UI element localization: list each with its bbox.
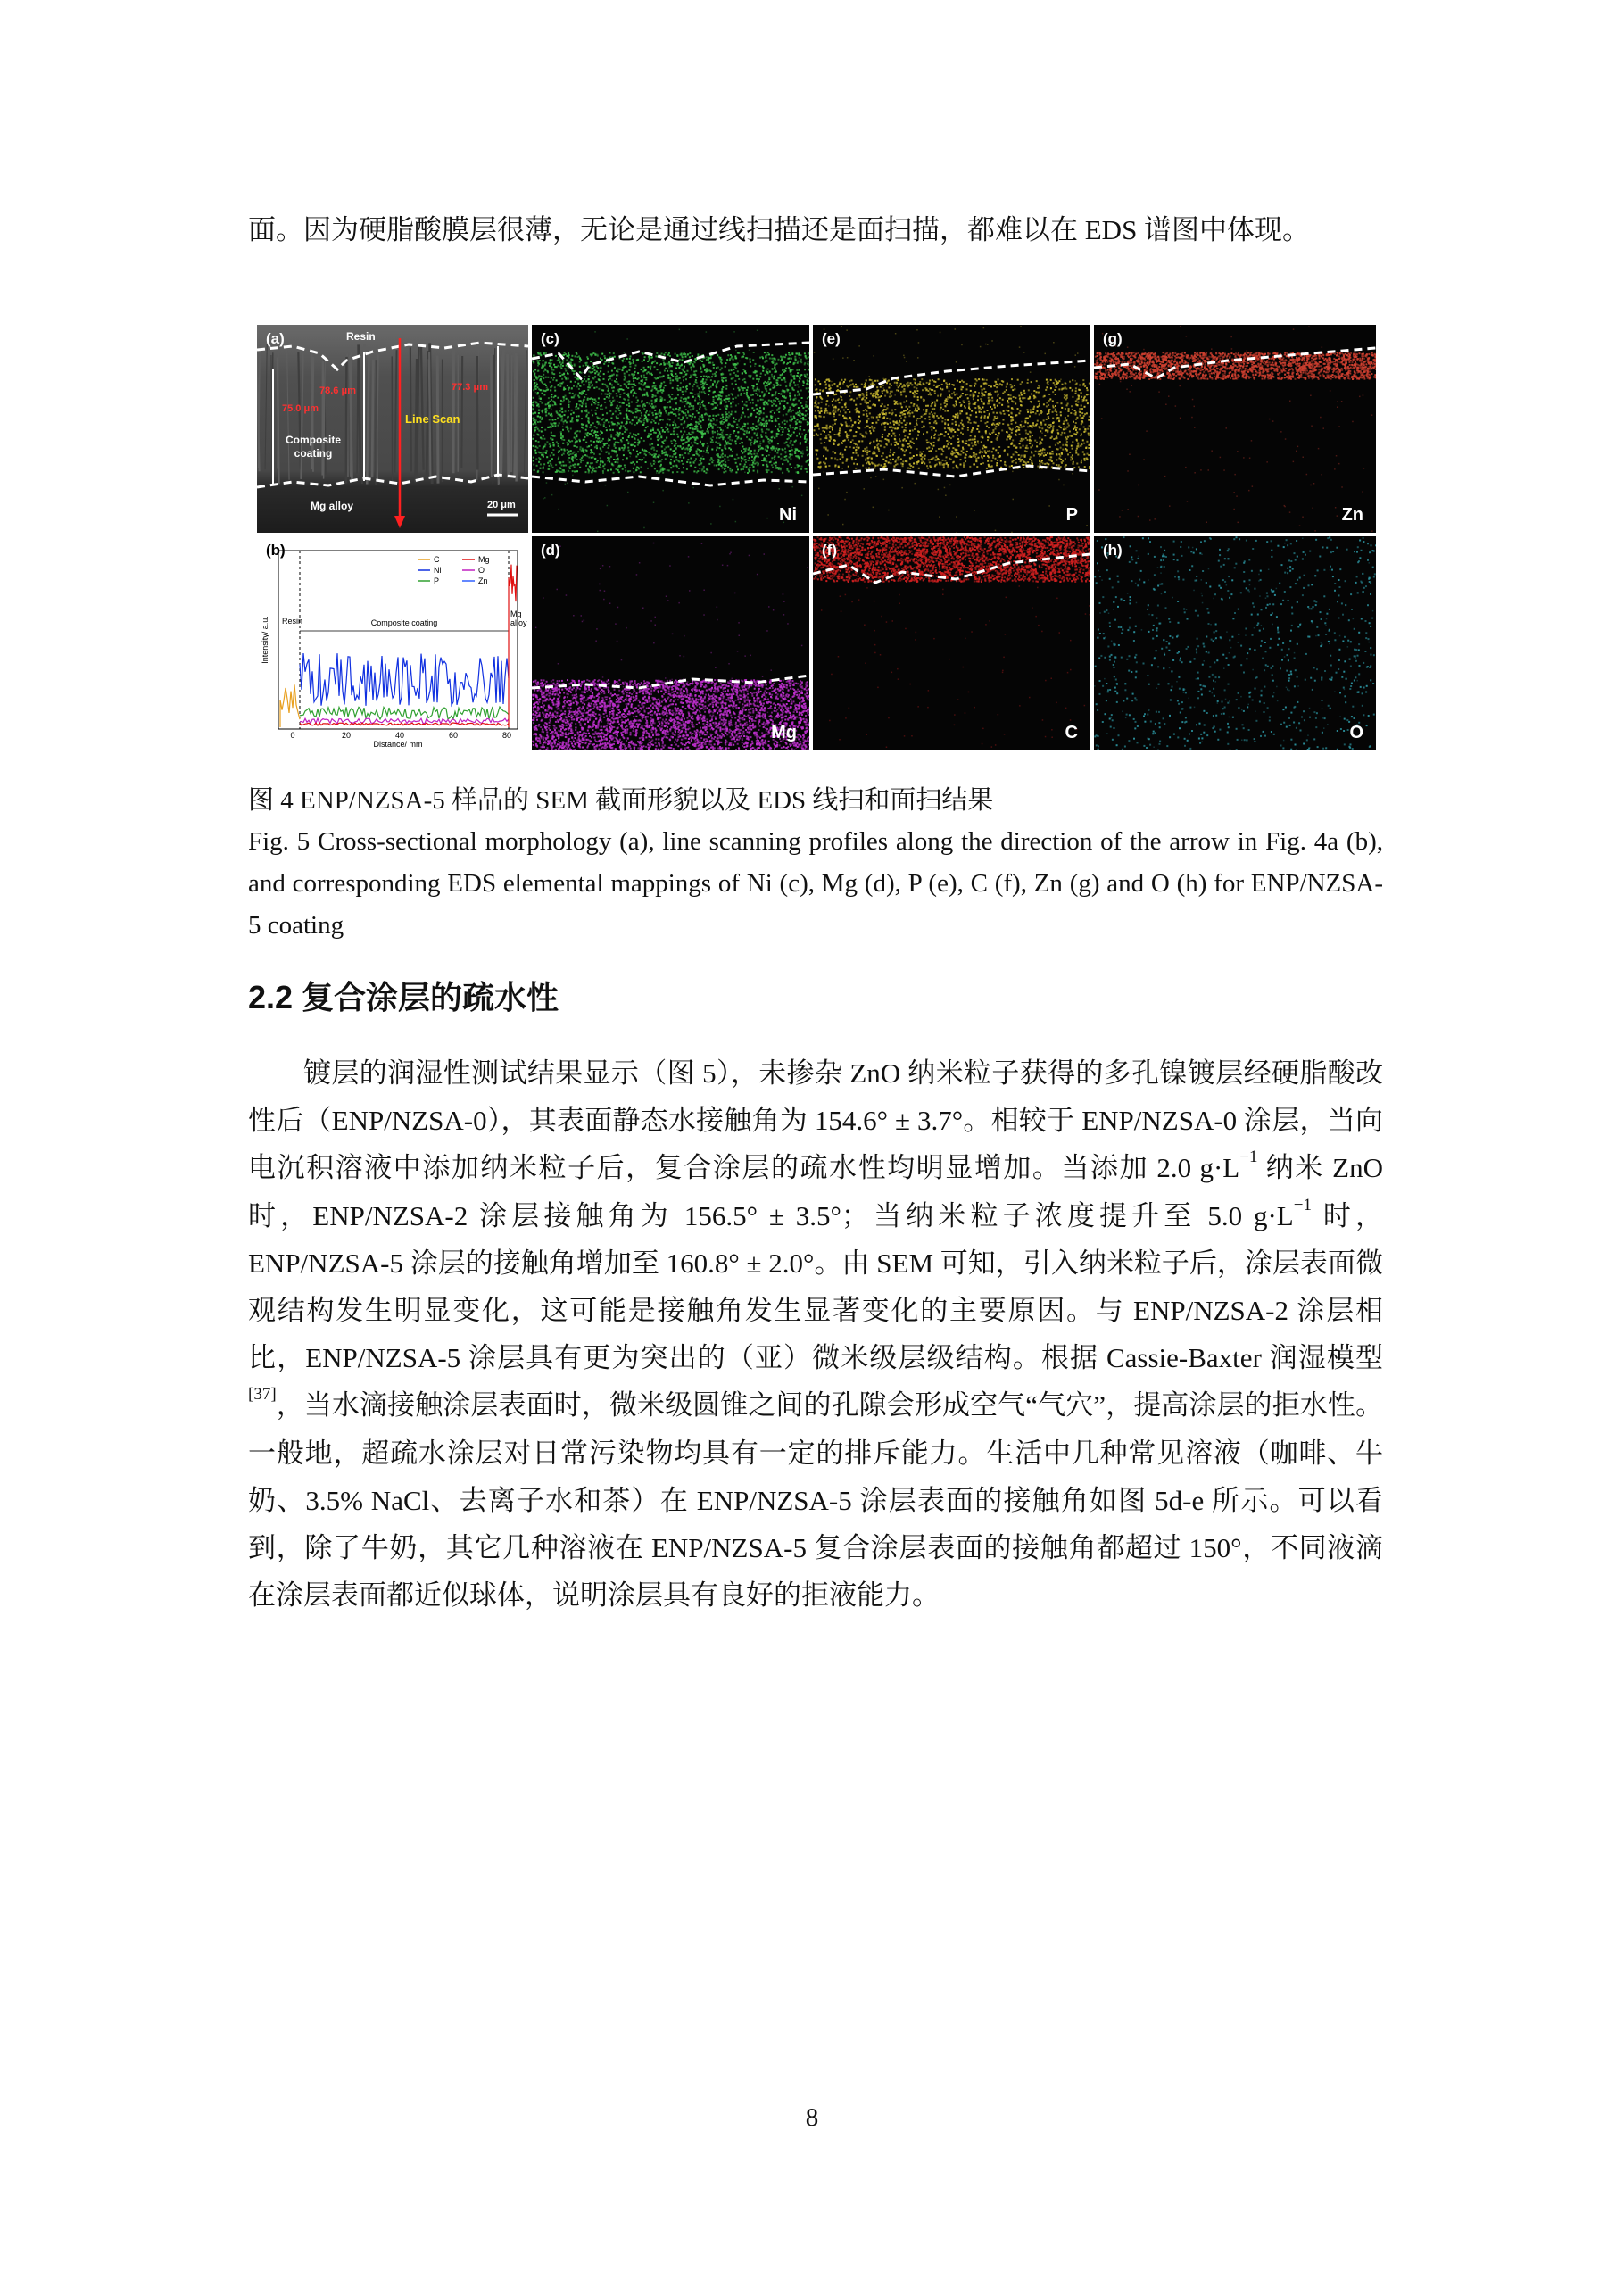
legend-label-o: O [478,566,485,575]
para-part-3: 时，ENP/NZSA-5 涂层的接触角增加至 160.8° ± 2.0°。由 SEM 可知，引入纳米粒子后，涂层表面微观结构发生明显变化，这可能是接触角发生显著变化的主要原因。与 ENP/NZSA-2 涂层相比，ENP/NZSA-5 涂层具有更为突出的（亚）微米级层级结构。根据 Cassie-Baxter 润湿模型 [248,1199,1383,1374]
plot-resin-label: Resin [282,617,303,626]
figure-caption-cn: 图 4 ENP/NZSA-5 样品的 SEM 截面形貌以及 EDS 线扫和面扫结果 [248,786,994,815]
map-p-panel [813,325,1090,533]
line-scan-plot [257,536,528,750]
sem-cross-section-panel [257,325,528,533]
element-label-ni: Ni [779,505,797,525]
panel-label-b: (b) [266,542,286,559]
x-tick-label: 0 [290,731,295,740]
legend-label-mg: Mg [478,555,490,564]
page-number: 8 [805,2103,819,2132]
map-p-image [813,325,1090,533]
panel-label-h: (h) [1103,542,1123,559]
plot-xlabel: Distance/ mm [373,740,423,749]
composite-word: Composite [286,434,342,446]
map-zn-image [1094,325,1376,533]
para-part-2: 纳米 ZnO 时，ENP/NZSA-2 涂层接触角为 156.5° ± 3.5°；当纳米粒子浓度提升至 5.0 g·L [248,1152,1383,1231]
plot-composite-label: Composite coating [370,618,438,627]
thickness-label-1: 75.0 μm [282,403,319,414]
map-ni-panel [532,325,809,533]
thickness-label-2: 78.6 μm [319,385,356,396]
map-mg-image [532,536,809,750]
unit-superscript-1: −1 [1239,1148,1258,1167]
scale-bar-label: 20 μm [487,500,516,510]
unit-superscript-2: −1 [1293,1195,1312,1214]
body-paragraph [248,1049,1383,1619]
panel-label-e: (e) [822,330,841,347]
thickness-label-3: 77.3 μm [452,382,488,393]
element-label-mg: Mg [771,723,797,742]
plot-alloy-label: alloy [510,618,527,627]
plot-ylabel: Intensity/ a.u. [261,616,269,664]
mg-alloy-label: Mg alloy [311,500,354,512]
section-heading: 2.2 复合涂层的疏水性 [248,979,559,1015]
line-scan-plot-panel [257,536,528,750]
map-o-image [1094,536,1376,750]
legend-label-c: C [434,555,440,564]
panel-label-c: (c) [541,330,559,347]
element-label-zn: Zn [1341,505,1363,525]
legend-label-ni: Ni [434,566,442,575]
x-tick-label: 40 [394,731,405,740]
legend-label-p: P [434,576,440,585]
figure-4 [257,325,1376,750]
panel-label-g: (g) [1103,330,1123,347]
x-tick-label: 20 [341,731,352,740]
para-part-1: 镀层的润湿性测试结果显示（图 5），未掺杂 ZnO 纳米粒子获得的多孔镍镀层经硬脂酸改性后（ENP/NZSA-0），其表面静态水接触角为 154.6° ± 3.7°。相较于 ENP/NZSA-0 涂层，当向电沉积溶液中添加纳米粒子后，复合涂层的疏水性均明显增加。当添加 2.0 g·L [248,1057,1383,1184]
composite-coating-label [286,434,341,460]
map-zn-panel [1094,325,1376,533]
map-c-panel [813,536,1090,750]
resin-label: Resin [346,330,376,343]
panel-label-f: (f) [822,542,837,559]
para-part-4: ，当水滴接触涂层表面时，微米级圆锥之间的孔隙会形成空气“气穴”，提高涂层的拒水性。一般地，超疏水涂层对日常污染物均具有一定的排斥能力。生活中几种常见溶液（咖啡、牛奶、3.5% NaCl、去离子水和茶）在 ENP/NZSA-5 涂层表面的接触角如图 5d-e 所示。可以看到，除了牛奶，其它几种溶液在 ENP/NZSA-5 复合涂层表面的接触角都超过 150°，不同液滴在涂层表面都近似球体，说明涂层具有良好的拒液能力。 [248,1389,1383,1612]
panel-label-a: (a) [266,330,285,347]
citation-ref: [37] [248,1385,277,1405]
lead-text-line: 面。因为硬脂酸膜层很薄，无论是通过线扫描还是面扫描，都难以在 EDS 谱图中体现。 [248,214,1311,245]
map-c-image [813,536,1090,750]
element-label-p: P [1065,505,1078,525]
coating-word: coating [294,447,333,460]
plot-mg-label: Mg [510,609,522,618]
element-label-o: O [1349,723,1363,742]
map-o-panel [1094,536,1376,750]
panel-label-d: (d) [541,542,560,559]
line-scan-label: Line Scan [405,412,460,426]
figure-caption-en: Fig. 5 Cross-sectional morphology (a), line scanning profiles along the direction of the arrow in Fig. 4a (b), and corresponding EDS elemental mappings of Ni (c), Mg (d), P (e), C (f), Zn (g) and O (h) for ENP/NZSA-5 coating [248,827,1383,940]
legend-label-zn: Zn [478,576,488,585]
map-mg-panel [532,536,809,750]
x-tick-label: 60 [448,731,459,740]
element-label-c: C [1065,723,1078,742]
map-ni-image [532,325,809,533]
x-tick-label: 80 [501,731,512,740]
